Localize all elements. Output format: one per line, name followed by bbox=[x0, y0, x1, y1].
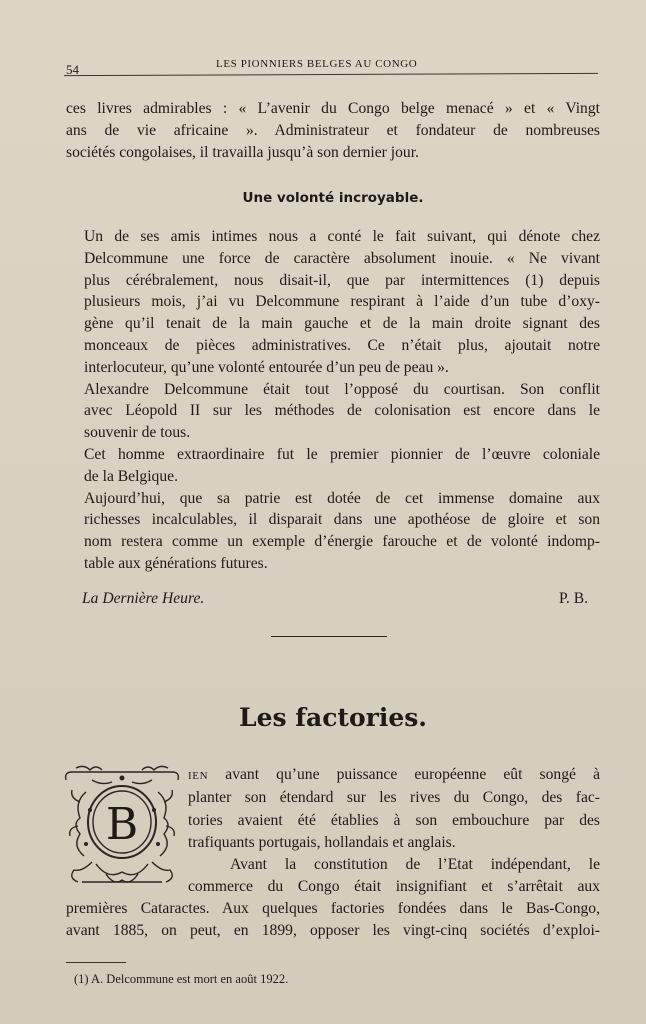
drop-cap-letter: B bbox=[105, 799, 139, 850]
opening-paragraph bbox=[66, 98, 600, 163]
paragraph bbox=[66, 444, 600, 488]
text-line: avant 1885, on peut, en 1899, opposer les vingt-cinq sociétés d’exploi- bbox=[66, 922, 600, 940]
footnote: (1) A. Delcommune est mort en août 1922. bbox=[74, 972, 289, 986]
text-line: Avant la constitution de l’Etat indépendant, le bbox=[230, 856, 600, 874]
signoff bbox=[82, 590, 588, 608]
text-line: plusieurs mois, j’ai vu Delcommune respirant à l’aide d’un tube d’oxy- bbox=[84, 293, 600, 311]
paragraph bbox=[66, 488, 600, 575]
author-initials: P. B. bbox=[558, 590, 588, 607]
section-title: Les factories. bbox=[238, 703, 427, 732]
small-caps-word: IEN bbox=[188, 770, 209, 782]
header-rule bbox=[64, 73, 598, 76]
subheading: Une volonté incroyable. bbox=[242, 190, 424, 206]
text-line: nom restera comme un exemple d’énergie farouche et de volonté indomp- bbox=[84, 533, 600, 551]
section-separator bbox=[271, 636, 387, 637]
article-body bbox=[66, 226, 600, 575]
text-line: richesses incalculables, il disparait dans une apothéose de gloire et son bbox=[84, 511, 600, 529]
paragraph bbox=[66, 379, 600, 444]
drop-cap-paragraph bbox=[188, 764, 600, 899]
ornamental-drop-cap bbox=[62, 762, 182, 890]
source-credit: La Dernière Heure. bbox=[82, 590, 205, 607]
text-line bbox=[188, 764, 600, 787]
text-line: Delcommune une force de caractère absolument inouie. « Ne vivant bbox=[84, 249, 600, 267]
text-line: Un de ses amis intimes nous a conté le fait suivant, qui dénote chez bbox=[84, 228, 600, 245]
text-line: commerce du Congo était insignifiant et s’arrêtait aux bbox=[188, 878, 600, 896]
running-title: LES PIONNIERS BELGES AU CONGO bbox=[216, 58, 418, 70]
page-number: 54 bbox=[66, 62, 79, 77]
text-line: de la Belgique. bbox=[84, 467, 178, 485]
text-line: souvenir de tous. bbox=[84, 424, 191, 442]
text-line: sociétés congolaises, il travailla jusqu’à son dernier jour. bbox=[66, 143, 419, 161]
continued-paragraph bbox=[66, 898, 600, 943]
text-line: Cet homme extraordinaire fut le premier pionnier de l’œuvre coloniale bbox=[84, 445, 600, 463]
text-line: table aux générations futures. bbox=[84, 554, 268, 572]
text-fragment: avant qu’une puissance européenne eût songé à bbox=[225, 766, 600, 783]
text-line: trafiquants portugais, hollandais et anglais. bbox=[188, 833, 456, 851]
text-line: avec Léopold II sur les méthodes de colonisation est encore dans le bbox=[84, 402, 600, 420]
text-line: Alexandre Delcommune était tout l’opposé du courtisan. Son conflit bbox=[84, 380, 600, 398]
text-line: monceaux de pièces administratives. Ce n’était plus, ajoutait notre bbox=[84, 336, 600, 354]
text-line: planter son étendard sur les rives du Congo, des fac- bbox=[188, 789, 600, 807]
text-line: premières Cataractes. Aux quelques factories fondées dans le Bas-Congo, bbox=[66, 900, 600, 917]
text-line: plus cérébralement, nous disait-il, que par intermittences (1) depuis bbox=[84, 271, 600, 289]
footnote-rule bbox=[66, 962, 126, 963]
paragraph bbox=[66, 226, 600, 379]
text-line: Aujourd’hui, que sa patrie est dotée de cet immense domaine aux bbox=[84, 489, 600, 507]
text-line: interlocuteur, qu’une volonté entourée d’un peu de peau ». bbox=[84, 358, 449, 376]
text-line: tories avaient été établies à son embouchure par des bbox=[188, 811, 600, 829]
text-line: ces livres admirables : « L’avenir du Congo belge menacé » et « Vingt bbox=[66, 100, 600, 117]
text-line: ans de vie africaine ». Administrateur et fondateur de nombreuses bbox=[66, 121, 600, 139]
text-line: gène qu’il tenait de la main gauche et de la main droite signant des bbox=[84, 315, 600, 333]
